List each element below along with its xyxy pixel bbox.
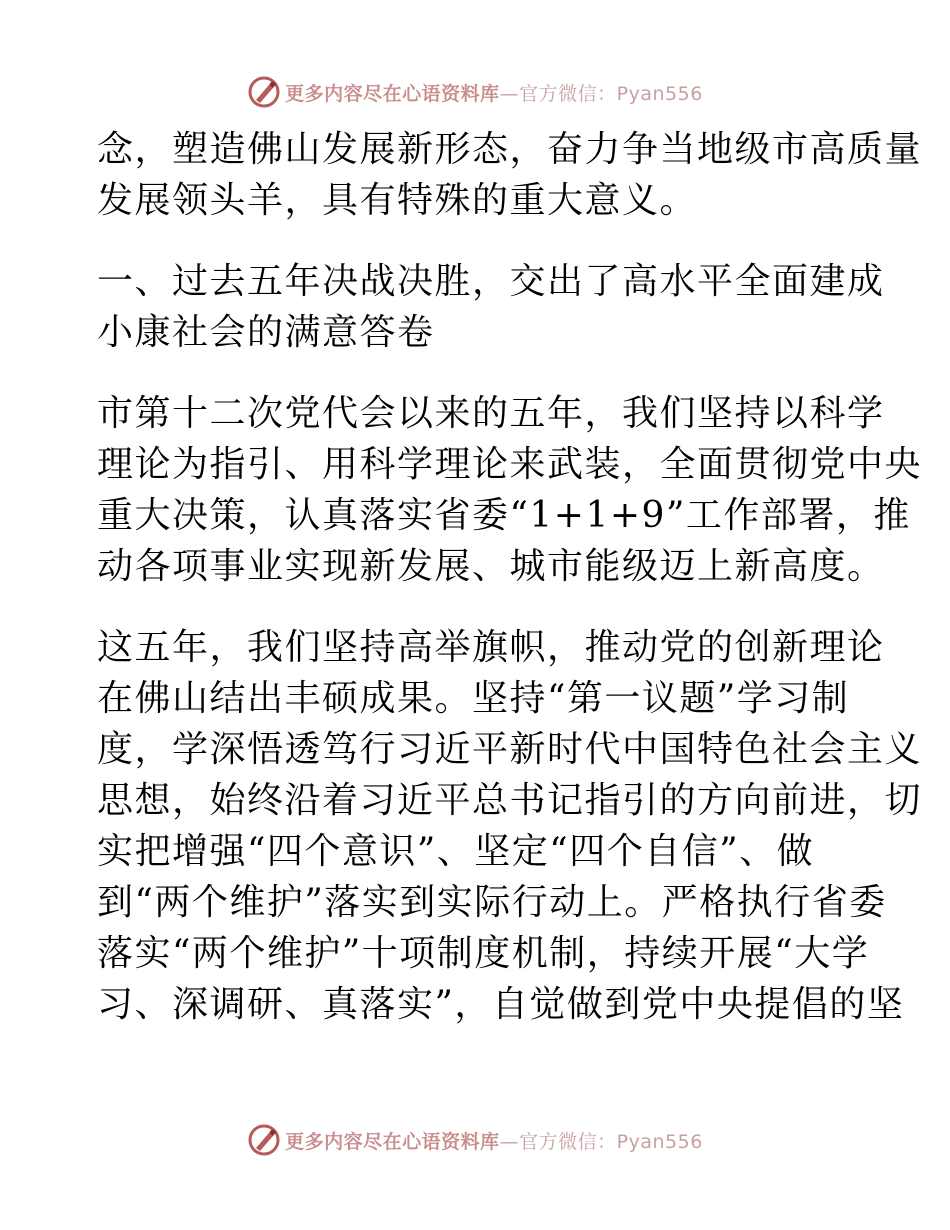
- watermark-separator: —: [499, 1130, 520, 1153]
- text-line: 理论为指引、用科学理论来武装，全面贯彻党中央: [97, 444, 923, 485]
- watermark-wechat: 官方微信：Pyan556: [519, 1130, 703, 1153]
- heading-line: 小康社会的满意答卷: [97, 312, 435, 353]
- text-line: 落实“两个维护”十项制度机制，持续开展“大学: [97, 933, 870, 974]
- watermark-main: 更多内容尽在心语资料库: [285, 82, 500, 105]
- text-line: 动各项事业实现新发展、城市能级迈上新高度。: [97, 546, 885, 587]
- watermark-text: [285, 1127, 703, 1154]
- section-heading: [97, 256, 885, 358]
- paragraph-1: [97, 124, 923, 226]
- text-line: 习、深调研、真落实”，自觉做到党中央提倡的坚: [97, 984, 905, 1025]
- text-line: 到“两个维护”落实到实际行动上。严格执行省委: [97, 882, 887, 923]
- text-line: 念，塑造佛山发展新形态，奋力争当地级市高质量: [97, 129, 923, 170]
- paragraph-2: [97, 388, 923, 592]
- text-line: 这五年，我们坚持高举旗帜，推动党的创新理论: [97, 627, 885, 668]
- text-line: 重大决策，认真落实省委“1+1+9”工作部署，推: [97, 495, 911, 536]
- text-line: 发展领头羊，具有特殊的重大意义。: [97, 180, 698, 221]
- footer-watermark: [0, 1120, 950, 1160]
- pen-seal-icon: [247, 75, 281, 109]
- text-line: 度，学深悟透笃行习近平新时代中国特色社会主义: [97, 729, 923, 770]
- text-line: 市第十二次党代会以来的五年，我们坚持以科学: [97, 393, 885, 434]
- header-watermark: [0, 72, 950, 112]
- watermark-wechat: 官方微信：Pyan556: [519, 82, 703, 105]
- heading-line: 一、过去五年决战决胜，交出了高水平全面建成: [97, 261, 885, 302]
- text-line: 在佛山结出丰硕成果。坚持“第一议题”学习制: [97, 678, 850, 719]
- pen-seal-icon: [247, 1123, 281, 1157]
- watermark-text: [285, 79, 703, 106]
- text-line: 实把增强“四个意识”、坚定“四个自信”、做: [97, 831, 815, 872]
- watermark-main: 更多内容尽在心语资料库: [285, 1130, 500, 1153]
- paragraph-3: [97, 622, 923, 1030]
- document-body: [97, 124, 923, 1030]
- text-line: 思想，始终沿着习近平总书记指引的方向前进，切: [97, 780, 923, 821]
- watermark-separator: —: [499, 82, 520, 105]
